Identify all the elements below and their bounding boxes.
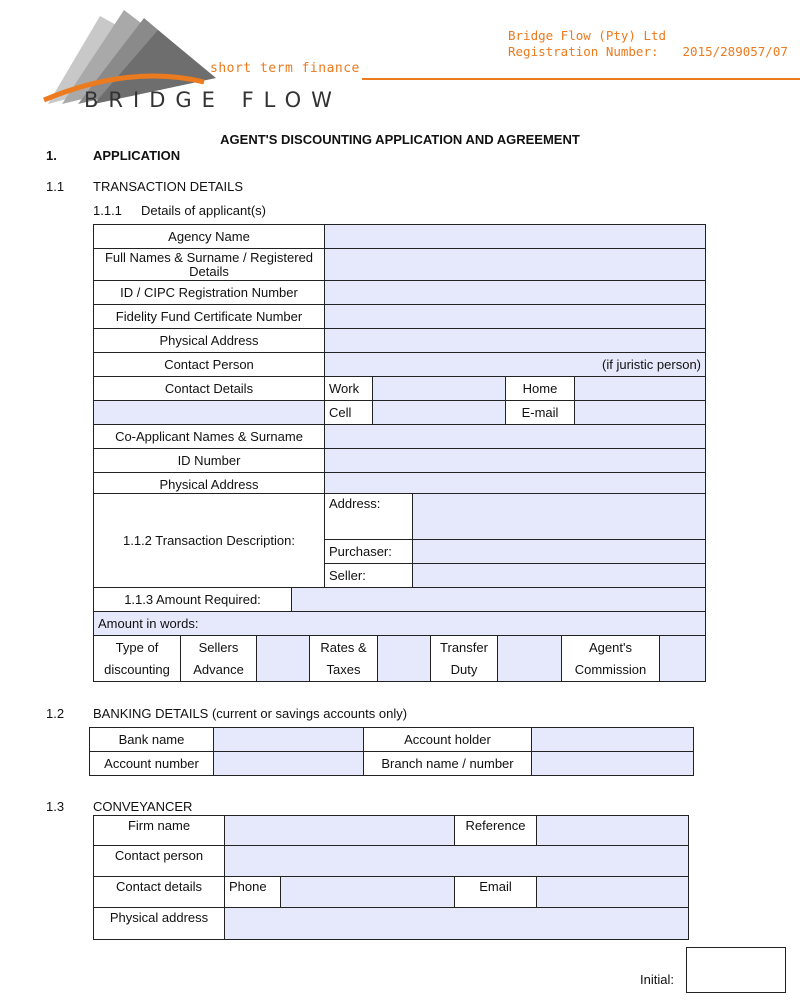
email-field[interactable]	[575, 401, 706, 425]
contact-details-label: Contact Details	[94, 377, 325, 401]
section-1-1-number: 1.1	[46, 179, 65, 194]
cell-label: Cell	[325, 401, 373, 425]
reference-label: Reference	[455, 816, 537, 846]
account-number-label: Account number	[90, 752, 214, 776]
firm-name-field[interactable]	[225, 816, 455, 846]
agency-name-field[interactable]	[325, 225, 706, 249]
agency-name-label: Agency Name	[94, 225, 325, 249]
amount-in-words-field[interactable]	[94, 612, 706, 636]
banking-details-table	[89, 727, 694, 776]
home-field[interactable]	[575, 377, 706, 401]
company-name: Bridge Flow (Pty) Ltd	[508, 28, 667, 43]
email-label: E-mail	[506, 401, 575, 425]
bank-name-field[interactable]	[214, 728, 364, 752]
agents-commission-box[interactable]	[660, 636, 706, 682]
seller-label: Seller:	[325, 564, 413, 588]
agents-commission-label: Agent's Commission	[562, 636, 660, 682]
initial-box[interactable]	[686, 947, 786, 993]
purchaser-label: Purchaser:	[325, 540, 413, 564]
work-label: Work	[325, 377, 373, 401]
full-names-field[interactable]	[325, 249, 706, 281]
address-field[interactable]	[413, 494, 706, 540]
purchaser-field[interactable]	[413, 540, 706, 564]
account-holder-field[interactable]	[532, 728, 694, 752]
transfer-duty-box[interactable]	[498, 636, 562, 682]
co-physical-address-label: Physical Address	[94, 473, 325, 497]
address-label: Address:	[325, 494, 413, 540]
amount-table	[93, 587, 706, 636]
physical-address-field-conv[interactable]	[225, 908, 689, 940]
section-1-2-number: 1.2	[46, 706, 65, 721]
id-number-field[interactable]	[325, 449, 706, 473]
account-holder-label: Account holder	[364, 728, 532, 752]
physical-address-label: Physical Address	[94, 329, 325, 353]
reference-field[interactable]	[537, 816, 689, 846]
section-1-2-title: BANKING DETAILS (current or savings accounts only)	[93, 706, 408, 721]
amount-in-words-label: Amount in words:	[98, 615, 199, 631]
fidelity-fund-field[interactable]	[325, 305, 706, 329]
section-1-number: 1.	[46, 148, 57, 163]
co-applicant-field[interactable]	[325, 425, 706, 449]
conveyancer-table	[93, 815, 689, 940]
firm-name-label: Firm name	[94, 816, 225, 846]
email-label-conv: Email	[455, 877, 537, 908]
branch-field[interactable]	[532, 752, 694, 776]
section-1-3-number: 1.3	[46, 799, 65, 814]
section-1-3-title: CONVEYANCER	[93, 799, 193, 814]
id-cipc-field[interactable]	[325, 281, 706, 305]
company-info	[508, 28, 788, 60]
logo-tagline: short term finance	[210, 61, 360, 76]
document-title: AGENT'S DISCOUNTING APPLICATION AND AGREEMENT	[220, 132, 580, 147]
contact-person-label-conv: Contact person	[94, 846, 225, 877]
rates-taxes-label: Rates & Taxes	[310, 636, 378, 682]
co-applicant-label: Co-Applicant Names & Surname	[94, 425, 325, 449]
seller-field[interactable]	[413, 564, 706, 588]
registration-value: 2015/289057/07	[682, 44, 788, 59]
section-1-1-1-number: 1.1.1	[93, 203, 122, 218]
physical-address-field[interactable]	[325, 329, 706, 353]
section-1-1-1-title: Details of applicant(s)	[141, 203, 266, 218]
header-rule	[362, 78, 800, 80]
transfer-duty-label: Transfer Duty	[431, 636, 498, 682]
contact-person-field-conv[interactable]	[225, 846, 689, 877]
branch-label: Branch name / number	[364, 752, 532, 776]
registration-label: Registration Number:	[508, 44, 659, 59]
email-field-conv[interactable]	[537, 877, 689, 908]
id-number-label: ID Number	[94, 449, 325, 473]
juristic-note: (if juristic person)	[602, 356, 701, 372]
section-1-title: APPLICATION	[93, 148, 181, 163]
fidelity-fund-label: Fidelity Fund Certificate Number	[94, 305, 325, 329]
type-of-discounting-label: Type of discounting	[94, 636, 181, 682]
home-label: Home	[506, 377, 575, 401]
account-number-field[interactable]	[214, 752, 364, 776]
amount-required-label: 1.1.3 Amount Required:	[94, 588, 292, 612]
discounting-type-table	[93, 635, 706, 682]
contact-person-label: Contact Person	[94, 353, 325, 377]
phone-field[interactable]	[281, 877, 455, 908]
rates-taxes-box[interactable]	[378, 636, 431, 682]
physical-address-label-conv: Physical address	[94, 908, 225, 940]
work-field[interactable]	[373, 377, 506, 401]
initial-label: Initial:	[640, 972, 674, 987]
id-cipc-label: ID / CIPC Registration Number	[94, 281, 325, 305]
section-1-1-title: TRANSACTION DETAILS	[93, 179, 244, 194]
sellers-advance-label: Sellers Advance	[181, 636, 257, 682]
phone-label: Phone	[225, 877, 281, 908]
sellers-advance-box[interactable]	[257, 636, 310, 682]
applicant-details-table	[93, 224, 706, 497]
logo-wordmark: BRIDGE FLOW	[84, 88, 342, 112]
contact-details-blank[interactable]	[94, 401, 325, 425]
bank-name-label: Bank name	[90, 728, 214, 752]
contact-person-field[interactable]	[325, 353, 706, 377]
transaction-description-table	[93, 493, 706, 588]
transaction-description-label: 1.1.2 Transaction Description:	[94, 494, 325, 588]
contact-details-label-conv: Contact details	[94, 877, 225, 908]
amount-required-field[interactable]	[292, 588, 706, 612]
cell-field[interactable]	[373, 401, 506, 425]
full-names-label: Full Names & Surname / Registered Details	[94, 249, 325, 281]
